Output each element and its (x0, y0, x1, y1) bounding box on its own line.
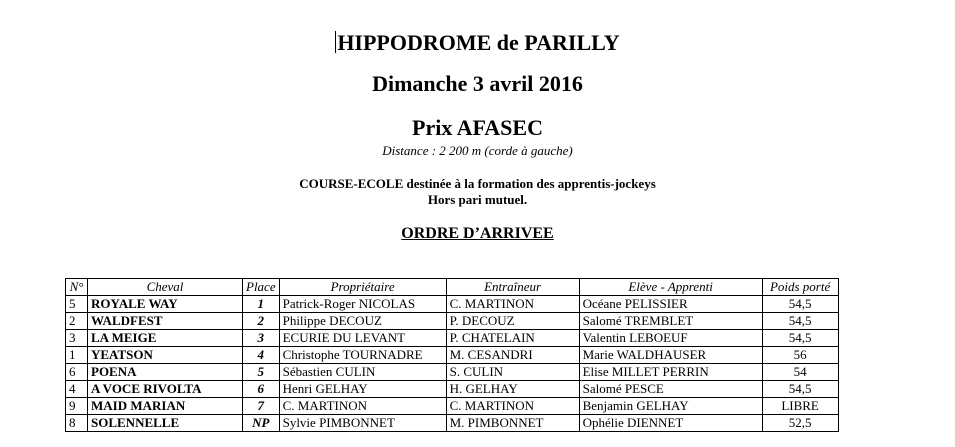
cell-entraineur: M. PIMBONNET (446, 415, 579, 432)
cell-place: 1 (243, 296, 280, 313)
cell-num: 9 (66, 398, 88, 415)
cell-place: 4 (243, 347, 280, 364)
cell-cheval: ROYALE WAY (88, 296, 243, 313)
cell-poids: 56 (762, 347, 838, 364)
title-text: HIPPODROME de PARILLY (337, 30, 620, 55)
cell-place: 5 (243, 364, 280, 381)
page-title (0, 30, 955, 56)
section-heading-ordre: ORDRE D’ARRIVEE (401, 225, 554, 242)
table-row (66, 381, 839, 398)
cell-entraineur: S. CULIN (446, 364, 579, 381)
table-row (66, 330, 839, 347)
cell-cheval: MAID MARIAN (88, 398, 243, 415)
cell-eleve: Elise MILLET PERRIN (579, 364, 762, 381)
race-name: Prix AFASEC (412, 115, 543, 140)
cell-poids: 54,5 (762, 330, 838, 347)
cell-entraineur: M. CESANDRI (446, 347, 579, 364)
cell-eleve: Océane PELISSIER (579, 296, 762, 313)
cell-proprietaire: Christophe TOURNADRE (279, 347, 446, 364)
cell-poids: 52,5 (762, 415, 838, 432)
table-row (66, 313, 839, 330)
cell-num: 8 (66, 415, 88, 432)
cell-num: 3 (66, 330, 88, 347)
table-header-row (66, 279, 839, 296)
cell-poids: 54,5 (762, 296, 838, 313)
cell-entraineur: P. DECOUZ (446, 313, 579, 330)
cell-proprietaire: Sylvie PIMBONNET (279, 415, 446, 432)
table-row (66, 415, 839, 432)
header-eleve: Elève - Apprenti (579, 279, 762, 296)
cell-eleve: Marie WALDHAUSER (579, 347, 762, 364)
cell-proprietaire: Philippe DECOUZ (279, 313, 446, 330)
header-poids: Poids porté (762, 279, 838, 296)
cell-entraineur: H. GELHAY (446, 381, 579, 398)
header-cheval: Cheval (88, 279, 243, 296)
table-row (66, 296, 839, 313)
cell-eleve: Salomé PESCE (579, 381, 762, 398)
header-num: N° (66, 279, 88, 296)
cell-cheval: LA MEIGE (88, 330, 243, 347)
cell-proprietaire: C. MARTINON (279, 398, 446, 415)
race-description-line1: COURSE-ECOLE destinée à la formation des apprentis-jockeys (299, 176, 656, 191)
results-table (65, 278, 839, 432)
header-entraineur: Entraîneur (446, 279, 579, 296)
cell-eleve: Ophélie DIENNET (579, 415, 762, 432)
cell-num: 4 (66, 381, 88, 398)
table-row (66, 364, 839, 381)
table-row (66, 347, 839, 364)
table-row (66, 398, 839, 415)
cell-cheval: YEATSON (88, 347, 243, 364)
cell-proprietaire: Henri GELHAY (279, 381, 446, 398)
header-proprietaire: Propriétaire (279, 279, 446, 296)
cell-entraineur: C. MARTINON (446, 296, 579, 313)
cell-entraineur: C. MARTINON (446, 398, 579, 415)
cell-eleve: Salomé TREMBLET (579, 313, 762, 330)
cell-proprietaire: Sébastien CULIN (279, 364, 446, 381)
cell-cheval: POENA (88, 364, 243, 381)
cell-place: 2 (243, 313, 280, 330)
cell-entraineur: P. CHATELAIN (446, 330, 579, 347)
cell-cheval: WALDFEST (88, 313, 243, 330)
cell-num: 2 (66, 313, 88, 330)
cell-place: 7 (243, 398, 280, 415)
cell-cheval: SOLENNELLE (88, 415, 243, 432)
cell-place: 6 (243, 381, 280, 398)
cell-eleve: Benjamin GELHAY (579, 398, 762, 415)
header-place: Place (243, 279, 280, 296)
cell-eleve: Valentin LEBOEUF (579, 330, 762, 347)
cell-num: 6 (66, 364, 88, 381)
cell-poids: 54,5 (762, 313, 838, 330)
cell-poids: 54,5 (762, 381, 838, 398)
cell-num: 1 (66, 347, 88, 364)
cell-cheval: A VOCE RIVOLTA (88, 381, 243, 398)
cell-poids: LIBRE (762, 398, 838, 415)
cell-place: 3 (243, 330, 280, 347)
race-date: Dimanche 3 avril 2016 (372, 71, 583, 96)
cell-proprietaire: Patrick-Roger NICOLAS (279, 296, 446, 313)
race-description-line2: Hors pari mutuel. (427, 192, 528, 207)
cell-place: NP (243, 415, 280, 432)
cell-num: 5 (66, 296, 88, 313)
race-distance: Distance : 2 200 m (corde à gauche) (382, 143, 573, 158)
cell-poids: 54 (762, 364, 838, 381)
cell-proprietaire: ECURIE DU LEVANT (279, 330, 446, 347)
